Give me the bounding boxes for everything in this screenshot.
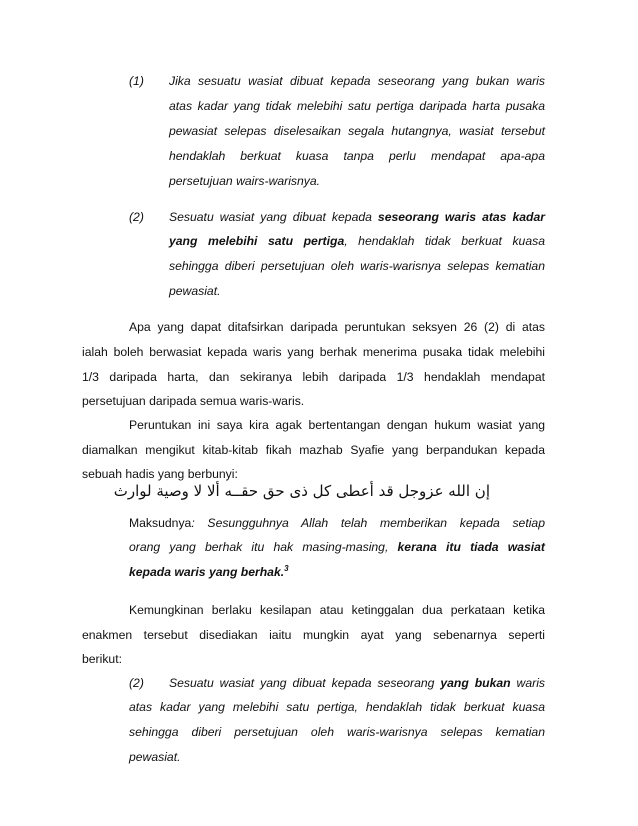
section-1-line: hendaklah berkuat kuasa tanpa perlu mendapat apa-apa xyxy=(169,149,545,163)
paragraph-3-line: berikut: xyxy=(82,652,122,666)
translation-line: kepada waris yang berhak.$^3$ xyxy=(129,563,289,579)
corrected-section-line: Sesuatu wasiat yang dibuat kepada seseorang yang bukan waris xyxy=(169,676,545,690)
paragraph-2-line: diamalkan mengikut kitab-kitab fikah mazhab Syafie yang berpandukan kepada xyxy=(82,443,545,457)
footnote-marker: 3 xyxy=(284,563,289,573)
section-1-line: pewasiat selepas diselesaikan segala hutangnya, wasiat tersebut xyxy=(169,124,545,138)
section-2-line: Sesuatu wasiat yang dibuat kepada seseorang waris atas kadar xyxy=(169,210,545,224)
paragraph-1-line: 1/3 daripada harta, dan sekiranya lebih daripada 1/3 hendaklah mendapat xyxy=(82,370,545,384)
section-1-line: atas kadar yang tidak melebihi satu pertiga daripada harta pusaka xyxy=(169,99,545,113)
corrected-section-number: (2) xyxy=(129,676,144,690)
paragraph-2-line: Peruntukan ini saya kira agak bertentangan dengan hukum wasiat yang xyxy=(129,418,545,432)
section-1-line: Jika sesuatu wasiat dibuat kepada seseorang yang bukan waris xyxy=(169,74,545,88)
translation-line: orang yang berhak itu hak masing-masing, kerana itu tiada wasiat xyxy=(129,540,545,554)
section-2-line: pewasiat. xyxy=(169,284,221,298)
section-2-line: sehingga diberi persetujuan oleh waris-warisnya selepas kematian xyxy=(169,259,545,273)
corrected-section-line: atas kadar yang melebihi satu pertiga, hendaklah tidak berkuat kuasa xyxy=(129,700,545,714)
paragraph-3-line: enakmen tersebut disediakan iaitu mungkin ayat yang sebenarnya seperti xyxy=(82,628,545,642)
corrected-section-line: pewasiat. xyxy=(129,750,181,764)
paragraph-1-line: ialah boleh berwasiat kepada waris yang berhak menerima pusaka tidak melebihi xyxy=(82,345,545,359)
hadith-arabic-text: إن الله عزوجل قد أعطى كل ذى حق حقــه ألا لا وصية لوارث xyxy=(113,482,490,500)
section-1-line: persetujuan wairs-warisnya. xyxy=(169,174,321,188)
paragraph-1-line: persetujuan daripada semua waris-waris. xyxy=(82,394,305,408)
section-1-number: (1) xyxy=(129,74,144,88)
paragraph-1-line: Apa yang dapat ditafsirkan daripada peruntukan seksyen 26 (2) di atas xyxy=(129,320,545,334)
corrected-section-line: sehingga diberi persetujuan oleh waris-warisnya selepas kematian xyxy=(129,725,545,739)
section-2-line: yang melebihi satu pertiga, hendaklah tidak berkuat kuasa xyxy=(169,234,545,248)
paragraph-2-line: sebuah hadis yang berbunyi: xyxy=(82,467,238,481)
paragraph-3-line: Kemungkinan berlaku kesilapan atau ketinggalan dua perkataan ketika xyxy=(129,603,545,617)
section-2-number: (2) xyxy=(129,210,144,224)
translation-line: Maksudnya: Sesungguhnya Allah telah memberikan kepada setiap xyxy=(129,516,545,530)
